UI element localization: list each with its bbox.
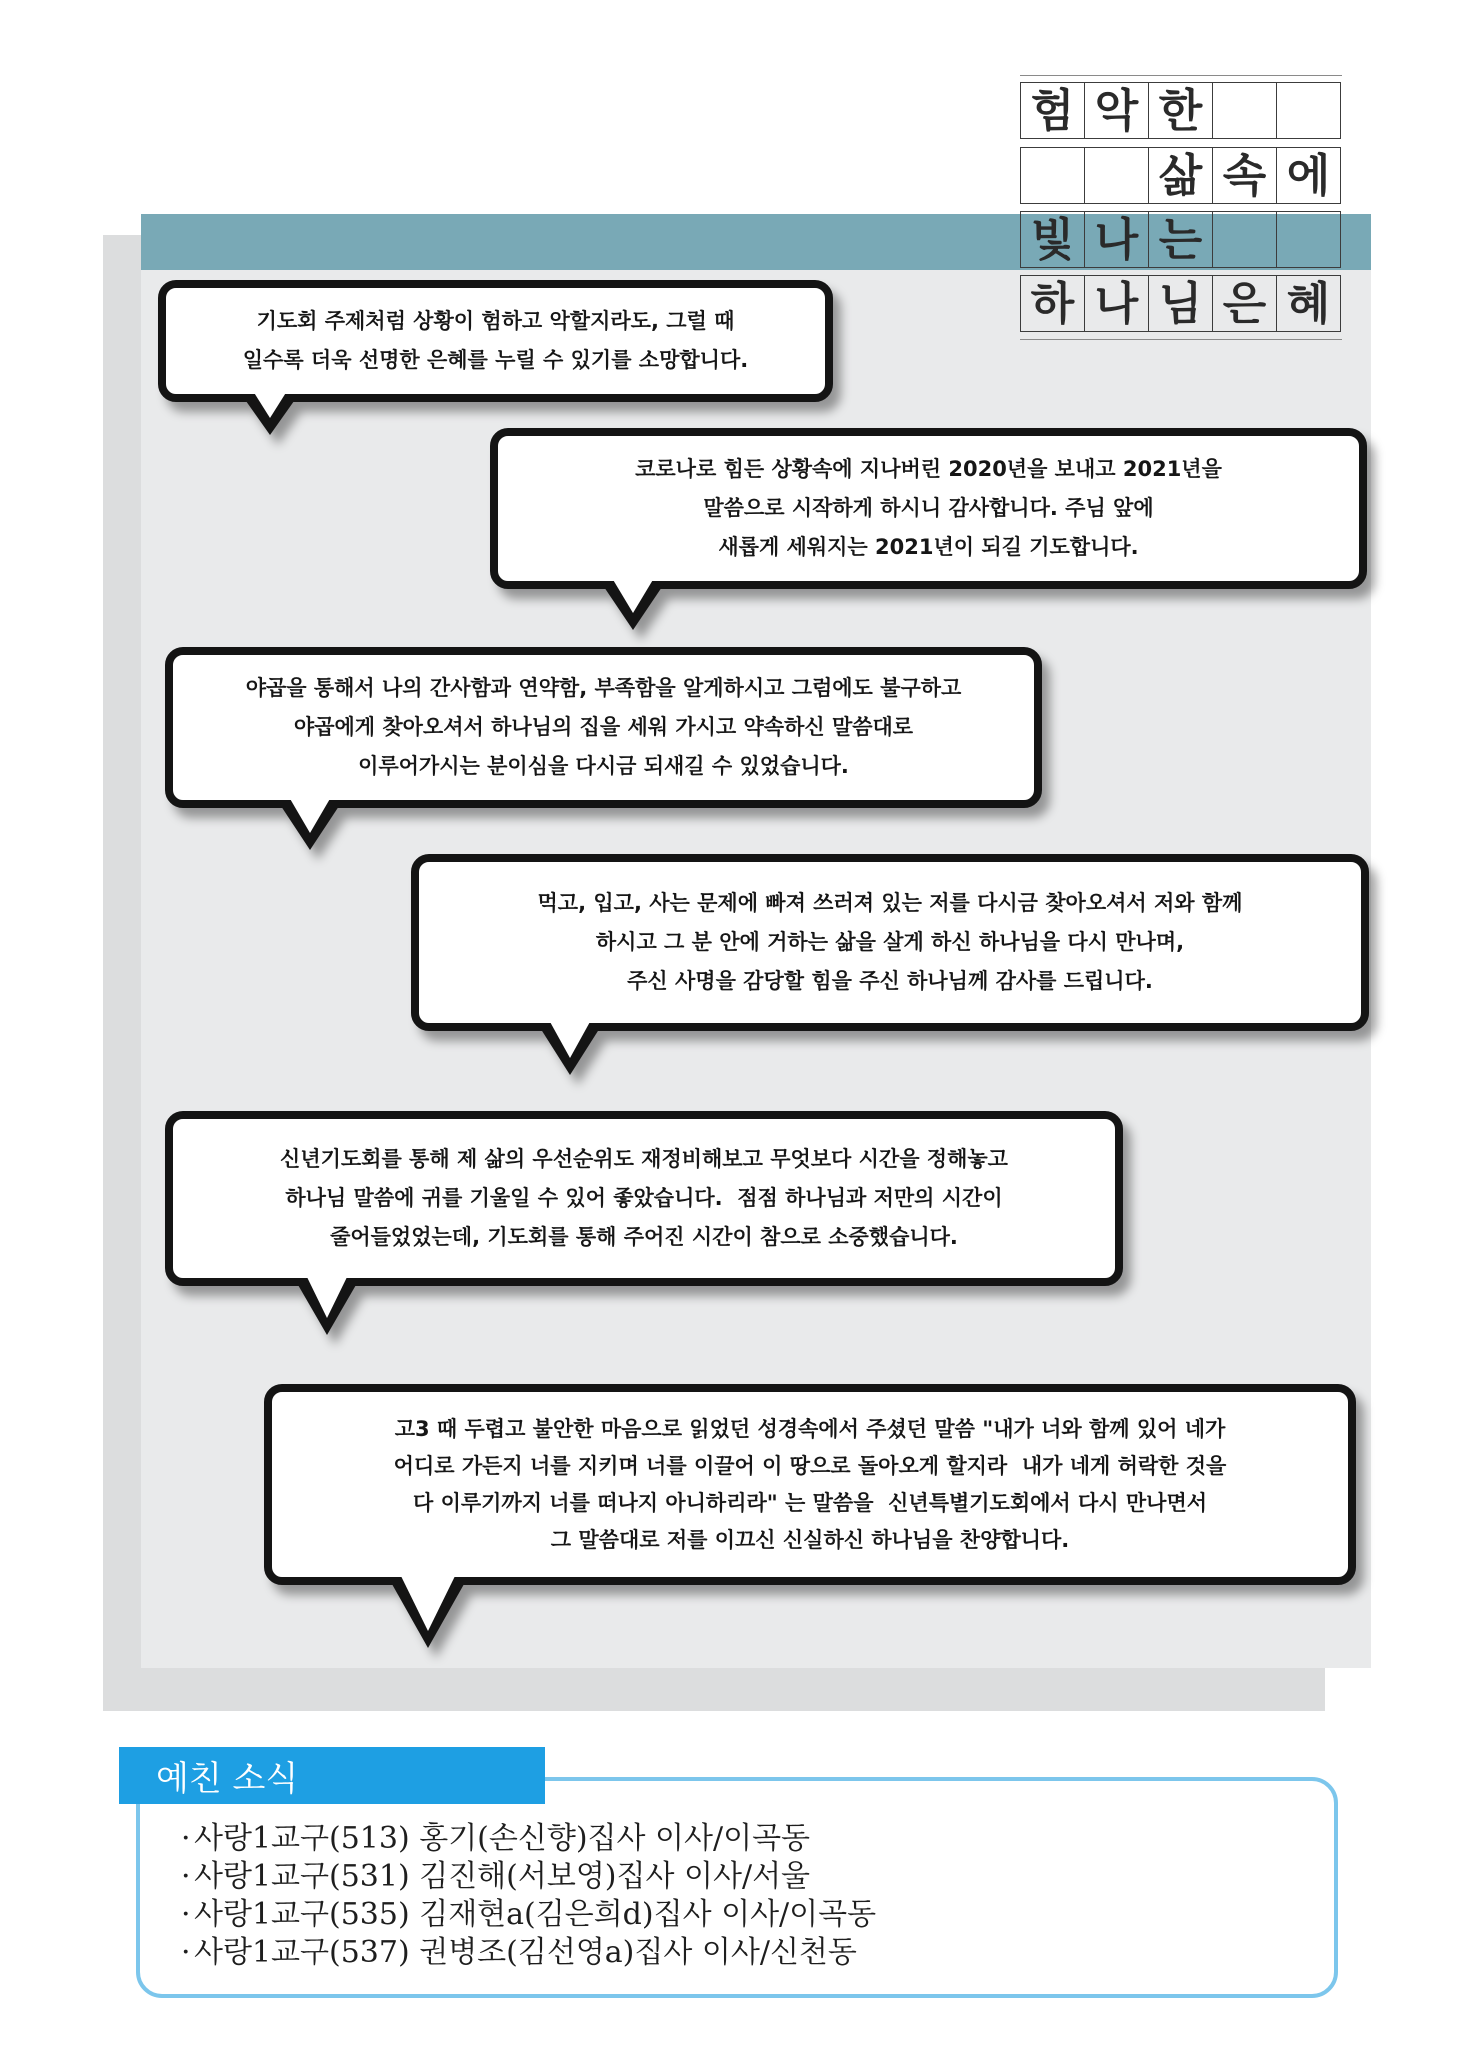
bubble-text-line: 먹고, 입고, 사는 문제에 빠져 쓰러져 있는 저를 다시금 찾아오셔서 저와 함께 (537, 891, 1243, 915)
title-cell: 는 (1149, 212, 1213, 267)
title-cell (1213, 212, 1277, 267)
news-heading (119, 1747, 545, 1804)
title-row (1020, 275, 1341, 332)
news-item-text: 사랑1교구(537) 권병조(김선영a)집사 이사/신천동 (194, 1935, 857, 1970)
bubble-text-line: 말씀으로 시작하게 하시니 감사합니다. 주님 앞에 (703, 496, 1154, 520)
title-cell (1277, 83, 1340, 138)
speech-bubble-3 (165, 647, 1042, 808)
title-row (1020, 211, 1341, 268)
bubble-text-line: 기도회 주제처럼 상황이 험하고 악할지라도, 그럴 때 (256, 309, 735, 333)
speech-bubble-2 (490, 428, 1367, 589)
news-item (181, 1934, 1334, 1972)
speech-bubble-1 (158, 280, 833, 402)
news-item (181, 1858, 1334, 1896)
speech-bubble-4 (411, 854, 1369, 1031)
bullet-icon (181, 1934, 194, 1972)
title-cell: 험 (1021, 83, 1085, 138)
title-cell: 나 (1085, 212, 1149, 267)
speech-bubble-6 (264, 1384, 1356, 1585)
title-rule-bottom (1020, 339, 1342, 340)
title-cell: 님 (1149, 276, 1213, 331)
news-item-text: 사랑1교구(535) 김재현a(김은희d)집사 이사/이곡동 (194, 1897, 877, 1932)
bubble-text-line: 하시고 그 분 안에 거하는 삶을 살게 하신 하나님을 다시 만나며, (595, 930, 1185, 954)
title-rule-top (1020, 75, 1342, 76)
title-cell (1213, 83, 1277, 138)
bubble-text-line: 줄어들었었는데, 기도회를 통해 주어진 시간이 참으로 소중했습니다. (330, 1225, 958, 1249)
bubble-text-line: 주신 사명을 감당할 힘을 주신 하나님께 감사를 드립니다. (627, 969, 1153, 993)
news-box (136, 1777, 1338, 1998)
title-cell: 하 (1021, 276, 1085, 331)
news-item-text: 사랑1교구(531) 김진해(서보영)집사 이사/서울 (194, 1859, 811, 1894)
title-cell: 나 (1085, 276, 1149, 331)
title-cell (1277, 212, 1340, 267)
news-heading-label: 예친 소식 (156, 1759, 299, 1799)
title-cell: 속 (1213, 148, 1277, 203)
bubble-text-line: 야곱에게 찾아오셔서 하나님의 집을 세워 가시고 약속하신 말씀대로 (293, 715, 914, 739)
title-cell: 삶 (1149, 148, 1213, 203)
bubble-text-line: 새롭게 세워지는 2021년이 되길 기도합니다. (718, 535, 1139, 559)
bullet-icon (181, 1820, 194, 1858)
title-cell: 한 (1149, 83, 1213, 138)
title-cell (1085, 148, 1149, 203)
title-cell: 빛 (1021, 212, 1085, 267)
bullet-icon (181, 1896, 194, 1934)
news-item (181, 1820, 1334, 1858)
title-grid (1020, 75, 1342, 341)
title-cell (1021, 148, 1085, 203)
bubble-text-line: 다 이루기까지 너를 떠나지 아니하리라" 는 말씀을 신년특별기도회에서 다시 만나면서 (412, 1490, 1208, 1515)
bubble-text-line: 고3 때 두렵고 불안한 마음으로 읽었던 성경속에서 주셨던 말씀 "내가 너와 함께 있어 네가 (394, 1416, 1226, 1441)
bullet-icon (181, 1858, 194, 1896)
bubble-text-line: 어디로 가든지 너를 지키며 너를 이끌어 이 땅으로 돌아오게 할지라 내가 네게 허락한 것을 (393, 1453, 1227, 1478)
speech-bubble-5 (165, 1111, 1123, 1286)
bubble-text-line: 일수록 더욱 선명한 은혜를 누릴 수 있기를 소망합니다. (242, 348, 749, 372)
bubble-text-line: 신년기도회를 통해 제 삶의 우선순위도 재정비해보고 무엇보다 시간을 정해놓고 (280, 1147, 1008, 1171)
title-cell: 은 (1213, 276, 1277, 331)
news-item-text: 사랑1교구(513) 홍기(손신향)집사 이사/이곡동 (194, 1821, 811, 1856)
news-item (181, 1896, 1334, 1934)
bubble-text-line: 하나님 말씀에 귀를 기울일 수 있어 좋았습니다. 점점 하나님과 저만의 시간이 (285, 1186, 1003, 1210)
bubble-text-line: 코로나로 힘든 상황속에 지나버린 2020년을 보내고 2021년을 (635, 457, 1222, 481)
title-cell: 에 (1286, 149, 1331, 202)
bubble-text-line: 야곱을 통해서 나의 간사함과 연약함, 부족함을 알게하시고 그럼에도 불구하고 (245, 676, 962, 700)
bubble-text-line: 그 말씀대로 저를 이끄신 신실하신 하나님을 찬양합니다. (550, 1527, 1070, 1552)
title-cell: 혜 (1286, 277, 1331, 330)
title-row (1020, 82, 1341, 139)
bubble-text-line: 이루어가시는 분이심을 다시금 되새길 수 있었습니다. (358, 754, 849, 778)
title-cell: 악 (1085, 83, 1149, 138)
title-row (1020, 147, 1341, 204)
